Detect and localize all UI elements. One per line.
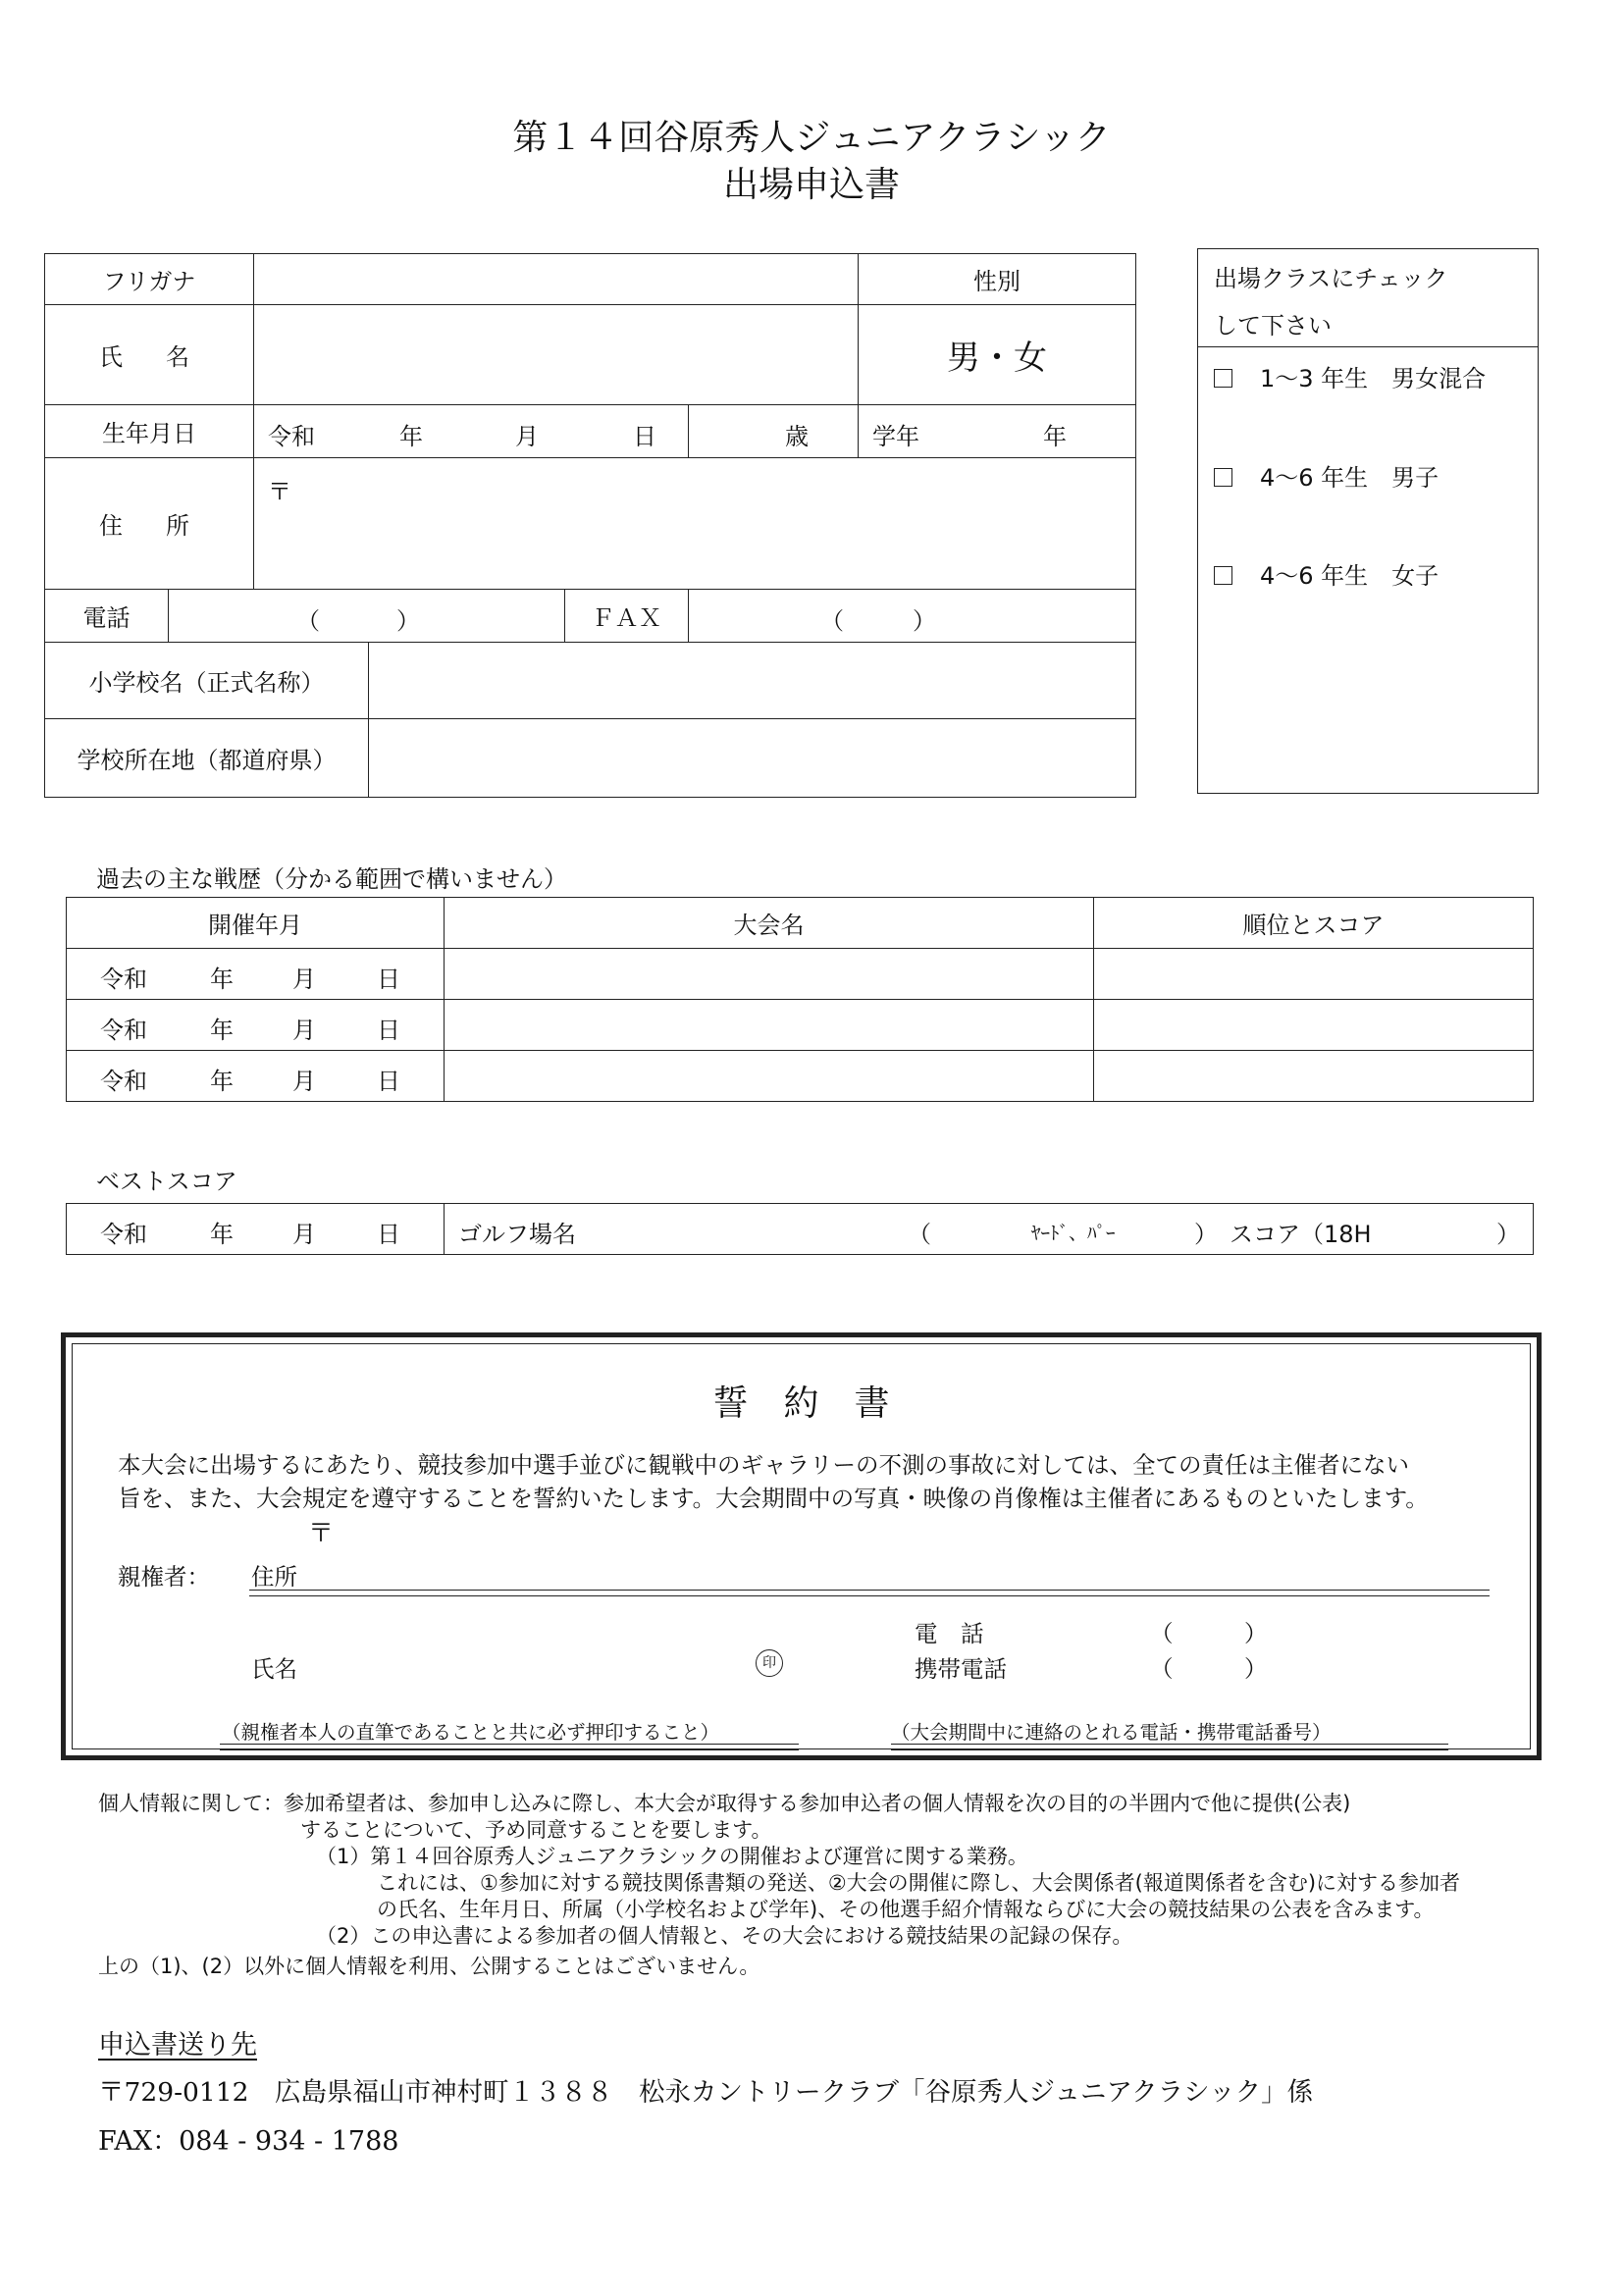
history-heading: 過去の主な戦歴（分かる範囲で構いません）	[96, 865, 567, 893]
birth-era: 令和	[268, 423, 315, 450]
guardian-mobile-paren-close: ）	[1244, 1655, 1268, 1683]
table-row	[67, 1051, 1534, 1102]
class-option-label: 1～3 年生 男女混合	[1260, 365, 1487, 392]
table-row	[67, 949, 1534, 1000]
history-col-date: 開催年月	[67, 898, 445, 949]
history-event-cell[interactable]	[445, 949, 1094, 1000]
privacy-line6: （2）この申込書による参加者の個人情報と、その大会における競技結果の記録の保存。	[316, 1924, 1133, 1948]
history-day-unit: 日	[377, 1068, 400, 1095]
history-day-unit: 日	[377, 1017, 400, 1044]
school-label: 小学校名（正式名称）	[45, 643, 369, 719]
best-score-table	[66, 1203, 1534, 1255]
applicant-table	[44, 253, 1136, 405]
history-col-result: 順位とスコア	[1094, 898, 1534, 949]
table-row	[67, 1000, 1534, 1051]
school-rows	[44, 642, 1136, 798]
furigana-label: フリガナ	[45, 254, 254, 305]
school-location-label: 学校所在地（都道府県）	[45, 719, 369, 798]
pledge-postal-mark: 〒	[308, 1519, 335, 1548]
class-heading-line2: して下さい	[1214, 312, 1332, 339]
score-label: スコア（18H	[1230, 1221, 1372, 1248]
history-day-unit: 日	[377, 965, 400, 993]
pledge-body-line2: 旨を、また、大会規定を遵守することを誓約いたします。大会期間中の写真・映像の肖像権は主催者にあるものといたします。	[118, 1485, 1429, 1512]
guardian-address-label: 住所	[251, 1563, 297, 1591]
checkbox[interactable]	[1214, 468, 1232, 487]
send-to-heading: 申込書送り先	[98, 2030, 257, 2061]
privacy-line7: 上の（1)、(2）以外に個人情報を利用、公開することはございません。	[98, 1955, 760, 1978]
gender-options[interactable]: 男・女	[859, 305, 1136, 405]
phone-paren-close: ）	[396, 607, 420, 635]
birth-day-unit: 日	[633, 423, 656, 450]
history-era: 令和	[100, 1017, 147, 1044]
pledge-body-line1: 本大会に出場するにあたり、競技参加中選手並びに観戦中のギャラリーの不測の事故に対しては、全ての責任は主催者にない	[118, 1451, 1409, 1479]
postal-mark: 〒	[268, 478, 291, 505]
fax-paren-open: （	[820, 607, 844, 635]
phone-paren-open: （	[296, 607, 320, 635]
class-option-label: 4～6 年生 男子	[1260, 464, 1440, 492]
best-score-date-cell[interactable]	[67, 1204, 445, 1255]
guardian-label: 親権者：	[118, 1563, 210, 1591]
checkbox[interactable]	[1214, 369, 1232, 388]
pledge-note-right: （大会期間中に連絡のとれる電話・携帯電話番号）	[891, 1721, 1332, 1744]
birth-month-unit: 月	[515, 423, 539, 450]
pledge-title: 誓 約 書	[712, 1383, 890, 1424]
guardian-mobile-label: 携帯電話	[915, 1655, 1007, 1683]
privacy-line1: 個人情報に関して：参加希望者は、参加申し込みに際し、本大会が取得する参加申込者の個人情報を次の目的の半囲内で他に提供(公表)	[98, 1792, 1351, 1815]
privacy-line3: （1）第１４回谷原秀人ジュニアクラシックの開催および運営に関する業務。	[316, 1845, 1028, 1868]
class-selection-box	[1197, 248, 1539, 794]
yard-paren-close: ）	[1194, 1221, 1218, 1248]
phone-label: 電話	[45, 590, 169, 643]
birth-year-unit: 年	[399, 423, 423, 450]
privacy-line2: することについて、予め同意することを要します。	[300, 1818, 772, 1842]
history-month-unit: 月	[292, 1068, 316, 1095]
best-score-day-unit: 日	[377, 1221, 400, 1248]
yard-paren-open: （	[908, 1221, 931, 1248]
best-score-month-unit: 月	[292, 1221, 316, 1248]
grade-label: 学年	[872, 423, 919, 450]
class-option-label: 4～6 年生 女子	[1260, 562, 1440, 590]
age-unit: 歳	[785, 423, 809, 450]
class-heading-line1: 出場クラスにチェック	[1214, 265, 1448, 292]
address-underline[interactable]	[249, 1590, 1490, 1596]
history-result-cell[interactable]	[1094, 1051, 1534, 1102]
best-score-detail-cell[interactable]	[445, 1204, 1534, 1255]
history-era: 令和	[100, 1068, 147, 1095]
class-option-3[interactable]	[1214, 556, 1439, 591]
best-score-heading: ベストスコア	[96, 1168, 237, 1195]
history-date-cell[interactable]	[67, 1051, 445, 1102]
grade-field[interactable]	[859, 405, 1136, 458]
history-year-unit: 年	[210, 1017, 234, 1044]
privacy-line5: の氏名、生年月日、所属（小学校名および学年)、その他選手紹介情報ならびに大会の競技結果の公表を含みます。	[377, 1898, 1435, 1921]
history-year-unit: 年	[210, 965, 234, 993]
address-label: 住 所	[45, 458, 254, 590]
gender-label: 性別	[859, 254, 1136, 305]
score-paren-close: ）	[1496, 1221, 1520, 1248]
furigana-field[interactable]	[254, 254, 859, 305]
note-left-underline	[220, 1744, 799, 1750]
note-right-underline	[891, 1744, 1448, 1750]
grade-unit: 年	[1043, 423, 1067, 450]
page-title: 第１４回谷原秀人ジュニアクラシック	[512, 118, 1111, 158]
guardian-phone-paren-open: （	[1150, 1620, 1174, 1647]
pledge-inner-frame	[72, 1343, 1531, 1749]
phone-fax-row	[44, 589, 1136, 643]
history-table	[66, 897, 1534, 1102]
history-year-unit: 年	[210, 1068, 234, 1095]
address-field[interactable]	[254, 458, 1136, 590]
send-to-address: 〒729-0112 広島県福山市神村町１３８８ 松永カントリークラブ「谷原秀人ジュニアクラシック」係	[98, 2077, 1314, 2108]
history-event-cell[interactable]	[445, 1051, 1094, 1102]
pledge-box	[61, 1332, 1542, 1760]
history-result-cell[interactable]	[1094, 1000, 1534, 1051]
birth-date-field[interactable]	[254, 405, 689, 458]
birth-label: 生年月日	[45, 405, 254, 458]
fax-paren-close: ）	[913, 607, 936, 635]
privacy-line4: これには、①参加に対する競技関係書類の発送、②大会の開催に際し、大会関係者(報道関係者を含む)に対する参加者	[377, 1871, 1461, 1895]
pledge-note-left: （親権者本人の直筆であることと共に必ず押印すること）	[222, 1721, 720, 1744]
class-option-2[interactable]	[1214, 458, 1439, 493]
history-col-event: 大会名	[445, 898, 1094, 949]
history-event-cell[interactable]	[445, 1000, 1094, 1051]
age-field[interactable]	[689, 405, 859, 458]
class-selection-header	[1198, 249, 1538, 347]
guardian-name-label: 氏名	[251, 1655, 297, 1683]
page-subtitle: 出場申込書	[722, 165, 900, 205]
school-location-field[interactable]	[369, 719, 1136, 798]
guardian-phone-label: 電 話	[915, 1620, 984, 1647]
best-score-era: 令和	[100, 1221, 147, 1248]
history-month-unit: 月	[292, 965, 316, 993]
history-month-unit: 月	[292, 1017, 316, 1044]
guardian-mobile-paren-open: （	[1150, 1655, 1174, 1683]
birth-row	[44, 404, 1136, 458]
send-to-fax: FAX：084 - 934 - 1788	[98, 2126, 399, 2157]
school-field[interactable]	[369, 643, 1136, 719]
course-label: ゴルフ場名	[458, 1221, 576, 1248]
history-result-cell[interactable]	[1094, 949, 1534, 1000]
class-option-1[interactable]	[1214, 359, 1486, 393]
history-era: 令和	[100, 965, 147, 993]
yard-par-label: ﾔｰﾄﾞ、ﾊﾟｰ	[1031, 1223, 1116, 1244]
history-date-cell[interactable]	[67, 1000, 445, 1051]
address-row	[44, 457, 1136, 590]
guardian-phone-paren-close: ）	[1244, 1620, 1268, 1647]
fax-label: ＦＡＸ	[565, 590, 689, 643]
fax-field[interactable]	[689, 590, 1136, 643]
seal-mark-icon: 印	[756, 1649, 783, 1677]
name-field[interactable]	[254, 305, 859, 405]
checkbox[interactable]	[1214, 566, 1232, 585]
history-date-cell[interactable]	[67, 949, 445, 1000]
phone-field[interactable]	[169, 590, 565, 643]
name-label: 氏 名	[45, 305, 254, 405]
best-score-year-unit: 年	[210, 1221, 234, 1248]
